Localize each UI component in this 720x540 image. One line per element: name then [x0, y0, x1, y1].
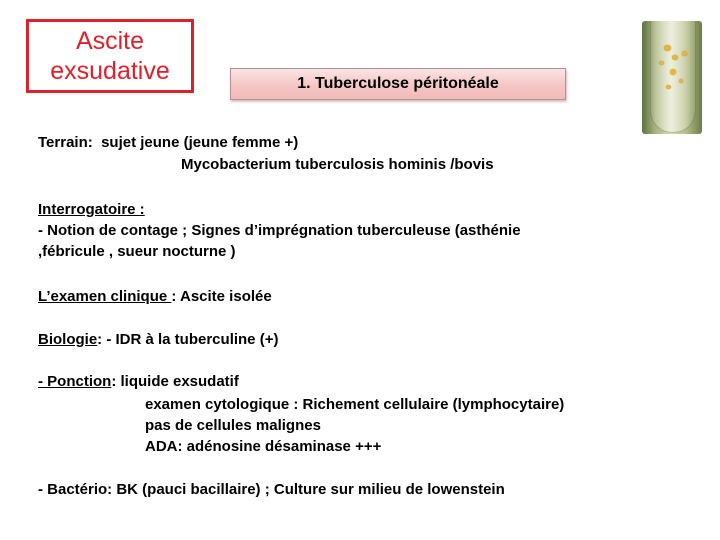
terrain-line-2: Mycobacterium tuberculosis hominis /bovis [181, 156, 494, 173]
ponction-heading: - Ponction [38, 373, 112, 390]
title-line-1: Ascite [75, 27, 145, 55]
title-line-2: exsudative [50, 57, 170, 85]
examen-heading: L’examen clinique [38, 288, 172, 305]
colony [666, 85, 671, 89]
colony [670, 69, 676, 75]
ponction-detail: ADA: adénosine désaminase +++ [145, 438, 382, 455]
culture-tube-image [642, 21, 702, 134]
terrain-line-1 [38, 134, 298, 152]
terrain-label: Terrain: [38, 134, 93, 151]
ponction-line [38, 373, 239, 391]
colony [664, 45, 671, 51]
examen-text: : Ascite isolée [171, 288, 272, 305]
biologie-line [38, 331, 278, 349]
examen-line [38, 288, 272, 306]
interrogatoire-line-2: ,fébricule , sueur nocturne ) [38, 243, 236, 260]
colony [672, 55, 678, 60]
terrain-text: sujet jeune (jeune femme +) [101, 134, 299, 151]
interrogatoire-line-1: - Notion de contage ; Signes d’imprégnation tuberculeuse (asthénie [38, 222, 521, 239]
colony [682, 51, 687, 56]
section-title-text: 1. Tuberculose péritonéale [297, 75, 499, 92]
culture-tube [650, 21, 696, 133]
biologie-text: : - IDR à la tuberculine (+) [97, 331, 279, 348]
ponction-text: : liquide exsudatif [111, 373, 239, 390]
biologie-heading: Biologie [38, 331, 98, 348]
interrogatoire-heading: Interrogatoire : [38, 201, 145, 218]
bacterio-line: - Bactério: BK (pauci bacillaire) ; Culture sur milieu de lowenstein [38, 481, 505, 498]
ponction-detail: examen cytologique : Richement cellulaire (lymphocytaire) [145, 396, 565, 413]
section-title [230, 68, 566, 100]
title-box [26, 19, 194, 93]
colony [679, 79, 683, 83]
colony [659, 61, 664, 65]
ponction-detail: pas de cellules malignes [145, 417, 321, 434]
